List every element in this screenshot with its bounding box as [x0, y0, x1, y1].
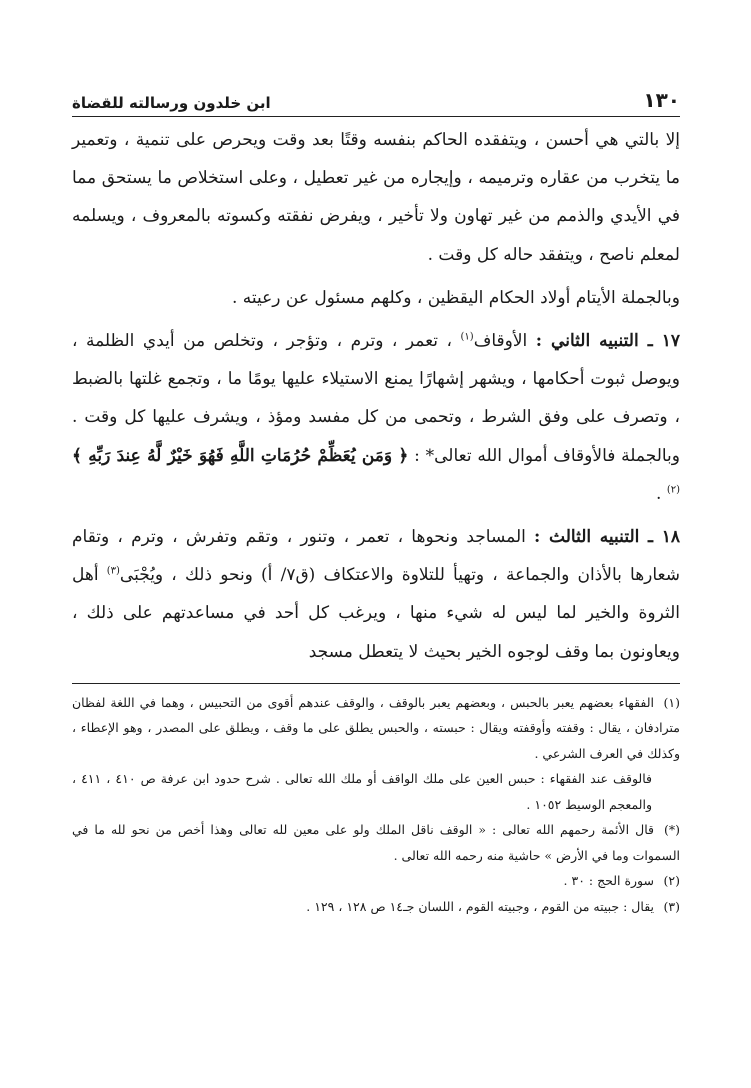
footnote-star: [72, 817, 680, 868]
footnotes: [72, 690, 680, 920]
footnote-1: [72, 690, 680, 767]
mosques-text-part2: أهل الثروة والخير لما ليس له شيء منها ، ويرغب كل أحد في مساعدتهم على ذلك ، ويعاونون بما وقف لوجوه الخير بحيث لا يتعطل مسجد: [72, 565, 680, 662]
section-heading-18: ١٨ ـ التنبيه الثالث :: [534, 527, 680, 548]
footnote-3-mark: (٣): [663, 898, 680, 914]
footnote-3-text: يقال : جبيته من القوم ، وجبيته القوم ، اللسان جـ١٤ ص ١٢٨ ، ١٢٩ .: [306, 898, 654, 914]
footnote-1-mark: (١): [663, 694, 680, 710]
footnote-star-mark: (*): [663, 822, 680, 838]
footnote-2-text: سورة الحج : ٣٠ .: [563, 873, 654, 889]
footnote-ref-3: (٣): [106, 565, 120, 577]
book-title: ابن خلدون ورسالته للقضاة: [72, 94, 271, 112]
footnote-ref-2: (٢): [666, 484, 680, 496]
page-number: ١٣٠: [643, 88, 680, 112]
paragraph-orphans-care: إلا بالتي هي أحسن ، ويتفقده الحاكم بنفسه وقتًا بعد وقت ويحرص على تنمية ، وتعمير ما يتخرب من عقاره وترميمه ، وإيجاره من غير تعطيل ، وعلى استخلاص ما يستحق مما في الأيدي والذمم من غير تهاون ولا تأخير ، ويفرض نفقته وكسوته بالمعروف ، ويسلمه لمعلم ناصح ، ويتفقد حاله كل وقت .: [72, 130, 680, 265]
quran-verse: ﴿ وَمَن يُعَظِّمْ حُرُمَاتِ اللَّهِ فَهُوَ خَيْرٌ لَّهُ عِندَ رَبِّهِ ﴾: [72, 445, 409, 466]
footnote-star-text: قال الأئمة رحمهم الله تعالى : « الوقف ناقل الملك ولو على معين لله تعالى وهذا أخص من نحو لله ما في السموات وما في الأرض » حاشية منه رحمه الله تعالى .: [72, 822, 680, 863]
footnote-1-text: الفقهاء بعضهم يعبر بالحبس ، وبعضهم يعبر بالوقف ، والوقف عندهم أقوى من التحبيس ، وهما في اللغة لفظان مترادفان ، يقال : وقفته وأوقفته ويقال : حبسته ، والحبس يطلق على ما وقف ، ويطلق على المصدر ، وهو الإعطاء ، وكذلك في العرف الشرعي .: [72, 694, 680, 761]
footnote-2-mark: (٢): [663, 873, 680, 889]
awqaf-text: ، تعمر ، وترم ، وتؤجر ، وتخلص من أيدي الظلمة ، ويوصل ثبوت أحكامها ، ويشهر إشهارًا يمنع الاستيلاء عليها يومًا ما ، وتجمع غلتها بالضبط ، وتصرف على وفق الشرط ، وتحمى من كل مفسد ومؤذ ، ويشرف عليها كل وقت . وبالجملة فالأوقاف أموال الله تعالى* :: [72, 331, 680, 466]
mosques-text-part1: المساجد ونحوها ، تعمر ، وتنور ، وتقم وتفرش ، وترم ، وتقام شعارها بالأذان والجماعة ، وتهيأ للتلاوة والاعتكاف (ق٧/ أ) ونحو ذلك ، ويُجْبَى: [72, 527, 681, 586]
running-header: [72, 84, 680, 117]
main-text: [72, 121, 680, 671]
footnote-3: [72, 894, 680, 920]
paragraph-third-notice: [72, 518, 680, 671]
footnote-separator: [72, 683, 680, 684]
paragraph-end: .: [656, 483, 667, 504]
footnote-ref-1: (١): [460, 331, 474, 343]
paragraph-orphans-summary: وبالجملة الأيتام أولاد الحكام اليقظين ، وكلهم مسئول عن رعيته .: [231, 287, 680, 308]
awqaf-term: الأوقاف: [473, 331, 536, 352]
section-heading-17: ١٧ ـ التنبيه الثاني :: [535, 331, 680, 352]
book-page: [72, 84, 680, 919]
paragraph-second-notice: [72, 322, 680, 513]
footnote-2: [72, 868, 680, 894]
footnote-1-continued: فالوقف عند الفقهاء : حبس العين على ملك الواقف أو ملك الله تعالى . شرح حدود ابن عرفة ص ٤١٠ ، ٤١١ ، والمعجم الوسيط ١٠٥٢ .: [72, 771, 652, 812]
